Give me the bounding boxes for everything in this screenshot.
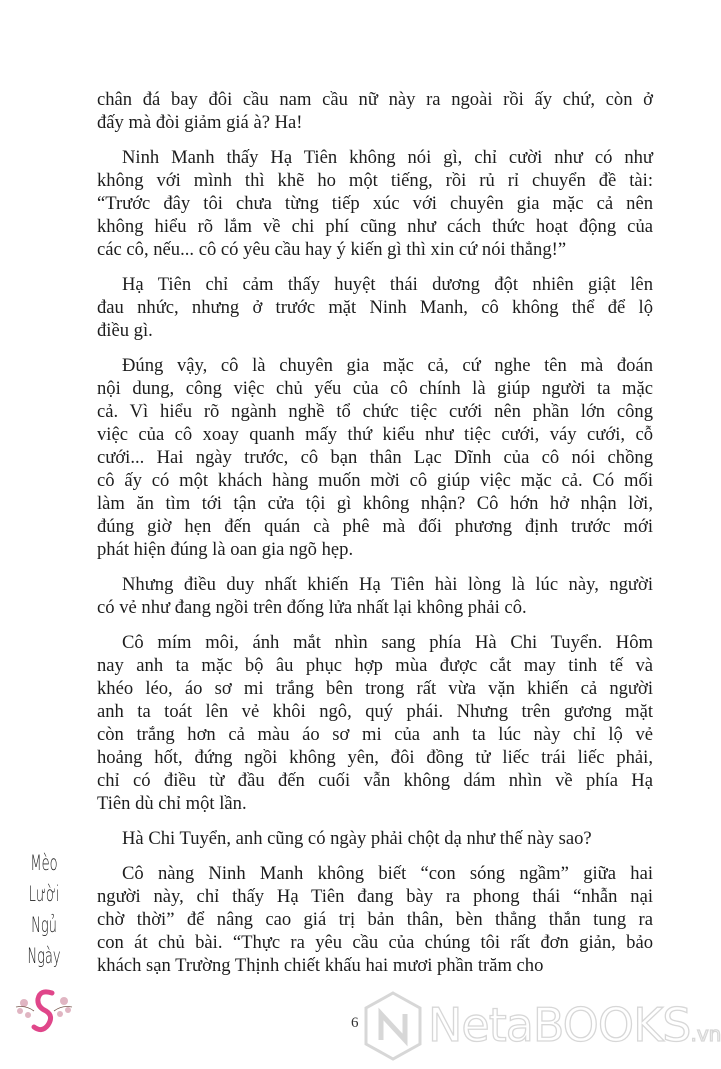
text-line: chỉ có điều từ đầu đến cuối vẫn không dám nhìn về phía Hạ <box>97 770 653 791</box>
text-line: đúng giờ hẹn đến quán cà phê mà đối phương định trước mới <box>97 516 653 537</box>
text-line: còn trắng hơn cả màu áo sơ mi của anh ta lúc này chỉ lộ vẻ <box>97 724 653 745</box>
text-line: người này, chỉ thấy Hạ Tiên đang bày ra phong thái “nhẫn nại <box>97 886 653 907</box>
text-line: nội dung, công việc chủ yếu của cô chính là giúp người ta mặc <box>97 378 653 399</box>
text-line: Cô nàng Ninh Manh không biết “con sóng ngầm” giữa hai <box>122 863 653 884</box>
text-line: Tiên dù chỉ một lần. <box>97 793 247 814</box>
text-line: Đúng vậy, cô là chuyên gia mặc cả, cứ nghe tên mà đoán <box>122 355 653 376</box>
text-line: Hà Chi Tuyển, anh cũng có ngày phải chột dạ như thế này sao? <box>122 828 592 849</box>
page-number: 6 <box>351 1015 359 1031</box>
text-line: Hạ Tiên chỉ cảm thấy huyệt thái dương đột nhiên giật lên <box>122 274 653 295</box>
text-line: làm ăn tìm tới tận cửa tội gì không nhận? Cô hớn hở nhận lời, <box>97 493 653 514</box>
text-line: các cô, nếu... cô có yêu cầu hay ý kiến gì thì xin cứ nói thẳng!” <box>97 239 567 260</box>
text-line: khéo léo, áo sơ mi trắng bên trong rất vừa vặn khiến cả người <box>97 678 653 699</box>
netabooks-watermark <box>362 990 721 1065</box>
text-line: chân đá bay đôi cầu nam cầu nữ này ra ngoài rồi ấy chứ, còn ở <box>97 89 653 110</box>
paragraph <box>97 862 653 977</box>
text-line: Ninh Manh thấy Hạ Tiên không nói gì, chỉ cười như có như <box>122 147 653 168</box>
text-line: Nhưng điều duy nhất khiến Hạ Tiên hài lòng là lúc này, người <box>122 574 653 595</box>
text-line: đấy mà đòi giảm giá à? Ha! <box>97 112 303 133</box>
text-line: nay anh ta mặc bộ âu phục hợp mùa được cắt may tinh tế và <box>97 655 653 676</box>
book-title-vertical <box>14 848 74 972</box>
text-line: cả. Vì hiểu rõ ngành nghề tổ chức tiệc cưới nên phần lớn công <box>97 401 653 422</box>
netabooks-logo-icon <box>362 990 424 1062</box>
text-line: anh ta toát lên vẻ khôi ngô, quý phái. Nhưng trên gương mặt <box>97 701 653 722</box>
watermark-brand: NetaBOOKS <box>428 998 691 1052</box>
title-word: Ngủ <box>31 913 57 937</box>
text-line: cô ấy có một khách hàng muốn mời cô giúp việc mặc cả. Có mối <box>97 470 653 491</box>
paragraph <box>97 146 653 261</box>
text-line: không hiểu rõ lắm về chi phí cũng như cách thức hoạt động của <box>97 216 653 237</box>
text-line: Cô mím môi, ánh mắt nhìn sang phía Hà Chi Tuyển. Hôm <box>122 632 653 653</box>
text-line: cưới... Hai ngày trước, cô bạn thân Lạc Dĩnh của cô nói chồng <box>97 447 653 468</box>
title-word: Lười <box>28 882 60 906</box>
text-line: không với mình thì khẽ ho một tiếng, rồi rủ rỉ chuyển đề tài: <box>97 170 653 191</box>
text-line: khách sạn Trường Thịnh chiết khấu hai mươi phần trăm cho <box>97 955 544 976</box>
text-line: phát hiện đúng là oan gia ngõ hẹp. <box>97 539 354 560</box>
title-word: Ngày <box>27 944 61 968</box>
title-word: Mèo <box>30 851 58 875</box>
text-line: chờ thời” để nâng cao giá trị bản thân, bèn thẳng thắn tung ra <box>97 909 653 930</box>
paragraph <box>97 573 653 619</box>
text-line: hoảng hốt, đứng ngồi không yên, đôi đồng tử liếc trái liếc phải, <box>97 747 653 768</box>
paragraph <box>97 88 653 134</box>
paragraph <box>97 273 653 342</box>
text-line: việc của cô xoay quanh mấy thứ kiểu như tiệc cưới, váy cưới, cỗ <box>97 424 653 445</box>
text-line: điều gì. <box>97 320 153 341</box>
text-line: con át chủ bài. “Thực ra yêu cầu của chúng tôi rất đơn giản, bảo <box>97 932 653 953</box>
paragraph <box>97 354 653 561</box>
text-line: có vẻ như đang ngồi trên đống lửa nhất lại không phải cô. <box>97 597 527 618</box>
flower-s-ornament-icon <box>14 985 74 1045</box>
watermark-suffix: .vn <box>690 1022 721 1046</box>
text-line: đau nhức, nhưng ở trước mặt Ninh Manh, cô không thể để lộ <box>97 297 653 318</box>
book-body-text <box>97 88 653 977</box>
paragraph <box>97 827 653 850</box>
paragraph <box>97 631 653 815</box>
text-line: “Trước đây tôi chưa từng tiếp xúc với chuyên gia mặc cả nên <box>97 193 653 214</box>
